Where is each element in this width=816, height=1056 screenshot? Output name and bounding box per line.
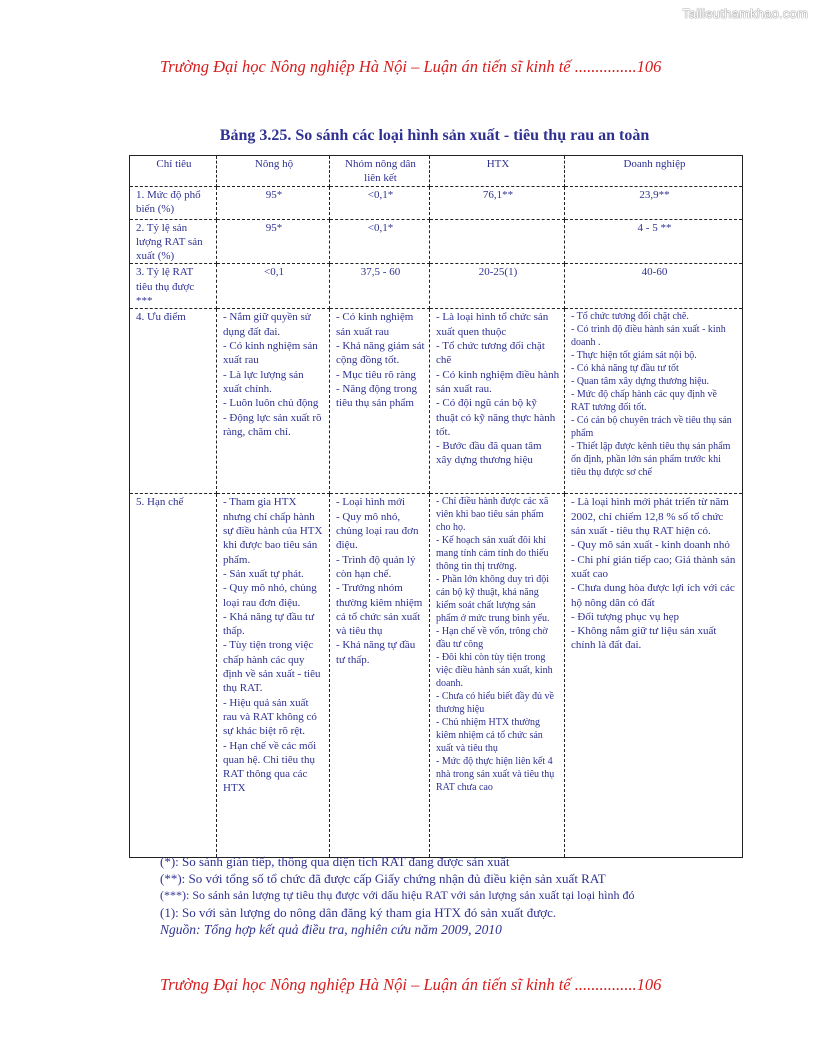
column-header: Doanh nghiệp (565, 156, 743, 187)
list-cell (430, 309, 565, 494)
list-item: - Tổ chức tương đối chặt chẽ. (571, 311, 689, 323)
list-item: - Mục tiêu rõ ràng (336, 368, 417, 381)
list-item: - Chủ nhiệm HTX thường kiêm nhiệm cả tổ chức sản xuất và tiêu thụ (436, 717, 543, 755)
list-item: - Luôn luôn chủ động (223, 397, 319, 410)
list-item: - Kế hoạch sản xuất đôi khi mang tính cảm tính do thiếu thông tin thị trường. (436, 535, 549, 573)
list-item: - Chưa có hiểu biết đầy đủ về thương hiệu (436, 691, 554, 716)
list-item: - Đối tượng phục vụ hẹp (571, 610, 680, 623)
list-item: - Trưởng nhóm thường kiêm nhiệm cả tổ chức sản xuất và tiêu thụ (336, 582, 423, 638)
column-header: Nông hộ (217, 156, 330, 187)
note: (1): So với sản lượng do nông dân đăng ký tham gia HTX đó sản xuất được. (160, 905, 557, 920)
list-item: - Hạn chế về vốn, trông chờ đầu tư công (436, 626, 548, 651)
list-item: - Sản xuất tự phát. (223, 567, 304, 580)
list-item: - Có khả năng tự đầu tư tốt (571, 363, 679, 375)
column-header: Nhóm nông dân liên kết (330, 156, 430, 187)
list-item: - Chỉ điều hành được các xã viên khi bao tiêu sản phẩm cho họ. (436, 496, 549, 534)
table-row (130, 219, 743, 264)
list-item: - Năng động trong tiêu thụ sản phẩm (336, 382, 417, 410)
list-item: - Thiết lập được kênh tiêu thụ sản phẩm ổn định, phần lớn sản phẩm trước khi tiêu thụ được sơ chế (571, 441, 731, 479)
column-header: HTX (430, 156, 565, 187)
list-item: - Hiệu quả sản xuất rau và RAT không có sự khác biệt rõ rệt. (223, 696, 317, 738)
list-item: - Khả năng giám sát cộng đồng tốt. (336, 340, 425, 367)
table-cell: 76,1** (430, 186, 565, 219)
table-cell: 40-60 (565, 264, 743, 309)
table-cell: 4 - 5 ** (565, 219, 743, 264)
row-label: 4. Ưu điểm (130, 309, 217, 494)
list-item: - Có cán bộ chuyên trách về tiêu thụ sản phẩm (571, 415, 732, 440)
table-title: Bảng 3.25. So sánh các loại hình sản xuất - tiêu thụ rau an toàn (219, 127, 650, 144)
list-cell (565, 309, 743, 494)
table-cell: <0,1* (330, 219, 430, 264)
list-item: - Quy mô sản xuất - kinh doanh nhỏ (571, 539, 730, 552)
table-cell: 20-25(1) (430, 264, 565, 309)
running-footer: Trường Đại học Nông nghiệp Hà Nội – Luận án tiến sĩ kinh tế ...............106 (160, 975, 662, 994)
list-cell (430, 494, 565, 858)
list-item: - Trình độ quản lý còn hạn chế. (336, 553, 416, 580)
list-cell (217, 309, 330, 494)
list-item: - Động lực sản xuất rõ ràng, chăm chỉ. (223, 411, 322, 438)
list-item: - Tham gia HTX nhưng chỉ chấp hành sự điều hành của HTX khi được bao tiêu sản phẩm. (223, 496, 323, 566)
table-row-advantages (130, 309, 743, 494)
list-item: - Là loại hình mới phát triển từ năm 2002, chỉ chiếm 12,8 % số tổ chức sản xuất - tiêu thụ RAT hiện có. (571, 496, 729, 538)
row-label: 5. Hạn chế (130, 494, 217, 858)
list-item: - Quy mô nhỏ, chủng loại rau đơn điệu. (336, 510, 419, 552)
table-cell (430, 219, 565, 264)
list-item: - Không nắm giữ tư liệu sản xuất chính là đất đai. (571, 625, 717, 652)
list-item: - Khả năng tự đầu tư thấp. (223, 610, 315, 638)
list-item: - Tổ chức tương đối chặt chẽ (436, 340, 545, 367)
list-cell (330, 309, 430, 494)
list-item: - Tùy tiện trong việc chấp hành các quy định về sản xuất - tiêu thụ RAT. (223, 639, 321, 695)
table-cell: <0,1 (217, 264, 330, 309)
list-item: - Có kinh nghiệm điều hành sản xuất rau. (436, 368, 560, 395)
note: (**): So với tổng số tổ chức đã được cấp Giấy chứng nhận đủ điều kiện sản xuất RAT (160, 871, 606, 886)
list-item: - Chưa dung hòa được lợi ích với các hộ nông dân có đất (571, 582, 735, 609)
watermark: Tailieuthamkhao.com (682, 6, 808, 21)
table-cell: <0,1* (330, 186, 430, 219)
list-item: - Loại hình mới (336, 496, 406, 509)
list-cell (330, 494, 430, 858)
table-row (130, 264, 743, 309)
list-item: - Chi phí gián tiếp cao; Giá thành sản xuất cao (571, 553, 736, 580)
table-header-row (130, 156, 743, 187)
list-item: - Quan tâm xây dựng thương hiệu. (571, 376, 710, 388)
note: (***): So sánh sản lượng tự tiêu thụ được với dấu hiệu RAT với sản lượng sản xuất tại loại hình đó (160, 888, 635, 902)
list-item: - Là lực lượng sản xuất chính. (223, 368, 304, 395)
list-item: - Có kinh nghiệm sản xuất rau (223, 340, 318, 367)
column-header: Chỉ tiêu (130, 156, 217, 187)
table-cell: 95* (217, 186, 330, 219)
list-item: - Có trình độ điều hành sản xuất - kinh doanh . (571, 324, 726, 349)
list-item: - Có đội ngũ cán bộ kỹ thuật có kỹ năng thực hành tốt. (436, 397, 556, 438)
list-cell (217, 494, 330, 858)
note: (*): So sánh gián tiếp, thông qua diện tích RAT đang được sản xuất (160, 854, 510, 869)
list-item: - Nắm giữ quyền sử dụng đất đai. (223, 311, 311, 338)
row-label: 2. Tỷ lệ sản lượng RAT sản xuất (%) (130, 219, 217, 264)
list-item: - Khả năng tự đầu tư thấp. (336, 639, 416, 666)
list-item: - Bước đầu đã quan tâm xây dựng thương hiệu (436, 440, 542, 467)
row-label: 3. Tỷ lệ RAT tiêu thụ được *** (130, 264, 217, 309)
list-item: - Mức độ chấp hành các quy định về RAT tương đối tốt. (571, 389, 717, 414)
running-header: Trường Đại học Nông nghiệp Hà Nội – Luận án tiến sĩ kinh tế ...............106 (160, 57, 662, 76)
table-cell: 23,9** (565, 186, 743, 219)
list-item: - Thực hiện tốt giám sát nội bộ. (571, 350, 697, 362)
list-item: - Mức độ thực hiện liên kết 4 nhà trong sản xuất và tiêu thụ RAT chưa cao (436, 756, 555, 794)
table-cell: 37,5 - 60 (330, 264, 430, 309)
row-label: 1. Mức độ phổ biến (%) (130, 186, 217, 219)
list-item: - Quy mô nhỏ, chủng loại rau đơn điệu. (223, 582, 317, 609)
list-item: - Đôi khi còn tùy tiện trong việc điều hành sản xuất, kinh doanh. (436, 652, 553, 690)
source-note: Nguồn: Tổng hợp kết quả điều tra, nghiên cứu năm 2009, 2010 (160, 922, 502, 937)
list-item: - Là loại hình tổ chức sản xuất quen thuộc (436, 311, 549, 338)
list-item: - Có kinh nghiệm sản xuất rau (336, 311, 414, 338)
table-notes (160, 853, 760, 938)
table-row (130, 186, 743, 219)
table-cell: 95* (217, 219, 330, 264)
table-row-limits (130, 494, 743, 858)
list-cell (565, 494, 743, 858)
list-item: - Phần lớn không duy trì đội cán bộ kỹ thuật, khả năng kiểm soát chất lượng sản phẩm ở mức trung bình yếu. (436, 574, 550, 625)
list-item: - Hạn chế về các mối quan hệ. Chi tiêu thụ RAT thông qua các HTX (223, 739, 317, 795)
comparison-table (129, 155, 743, 858)
